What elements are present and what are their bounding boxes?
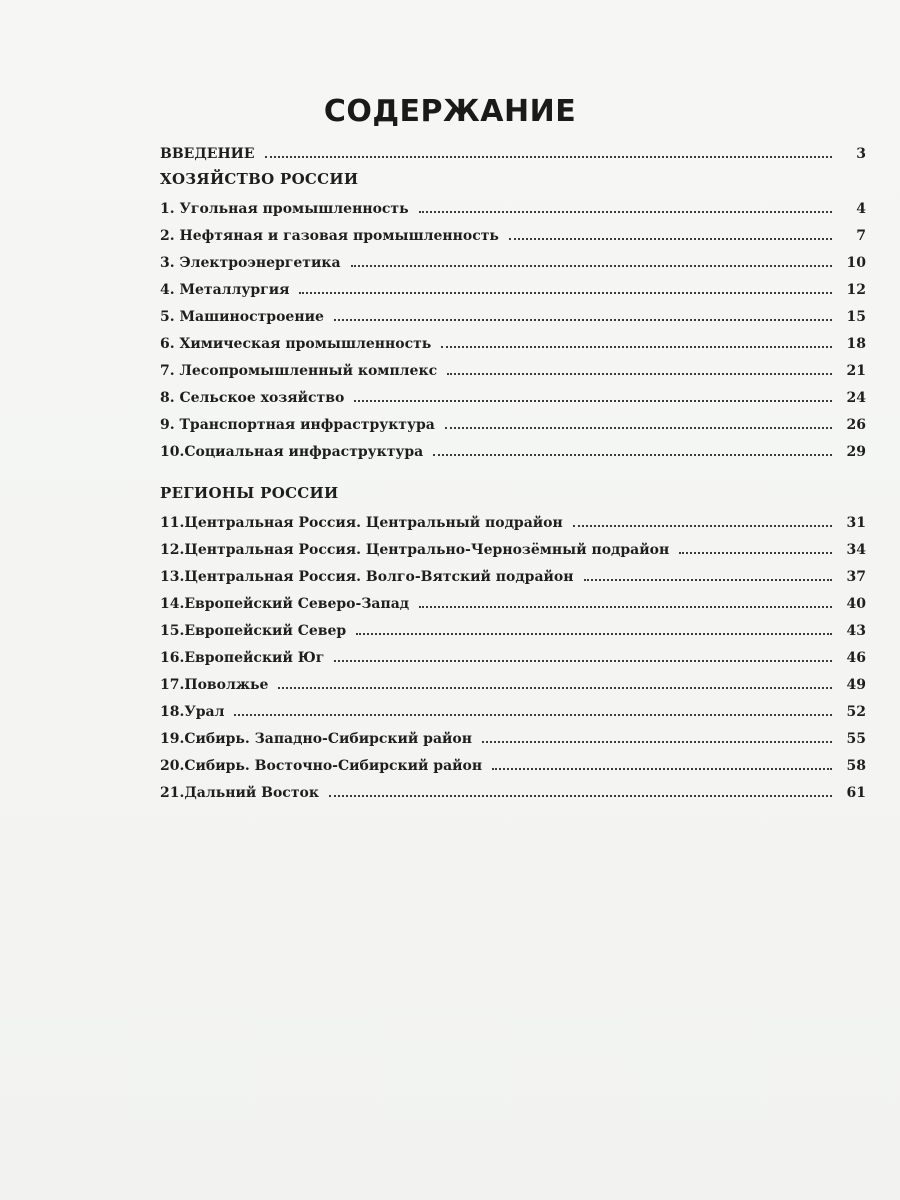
toc-entry-number: 7. (160, 363, 175, 379)
toc-entry-label: Европейский Юг (184, 650, 325, 666)
toc-entry-label: Сибирь. Восточно-Сибирский район (184, 758, 483, 774)
toc-entry-page: 26 (846, 417, 866, 433)
toc-entry-page: 7 (856, 228, 866, 244)
toc-entry-label: Транспортная инфраструктура (179, 417, 435, 433)
section-heading-regions: РЕГИОНЫ РОССИИ (160, 484, 339, 502)
toc-entry-number: 14. (160, 596, 185, 612)
toc-entry-label: Европейский Север (184, 623, 347, 639)
toc-entry-number: 21. (160, 785, 185, 801)
toc-entry-number: 11. (160, 515, 185, 531)
toc-entry[interactable] (160, 384, 866, 406)
toc-entry-label: Машиностроение (179, 309, 324, 325)
leader-dots (351, 265, 832, 267)
leader-dots (329, 795, 832, 797)
toc-entry-page: 61 (846, 785, 866, 801)
leader-dots (334, 660, 832, 662)
leader-dots (492, 768, 832, 770)
toc-entry-page: 34 (846, 542, 866, 558)
toc-entry-label: Нефтяная и газовая промышленность (179, 228, 499, 244)
toc-entry-number: 6. (160, 336, 175, 352)
toc-entry-page: 43 (846, 623, 866, 639)
toc-entry[interactable] (160, 752, 866, 774)
toc-entry-page: 29 (846, 444, 866, 460)
toc-entry-label: Социальная инфраструктура (184, 444, 424, 460)
leader-dots (445, 427, 832, 429)
toc-entry[interactable] (160, 303, 866, 325)
toc-entry-number: 4. (160, 282, 175, 298)
toc-entry-number: 3. (160, 255, 175, 271)
toc-entry-label: Урал (184, 704, 225, 720)
toc-entry[interactable] (160, 411, 866, 433)
toc-entry-page: 21 (846, 363, 866, 379)
toc-entry[interactable] (160, 563, 866, 585)
page-title: СОДЕРЖАНИЕ (323, 94, 577, 129)
toc-entry-page: 31 (846, 515, 866, 531)
leader-dots (679, 552, 832, 554)
toc-entry-page: 24 (846, 390, 866, 406)
toc-entry-label: Химическая промышленность (179, 336, 432, 352)
leader-dots (447, 373, 832, 375)
toc-entry-number: 2. (160, 228, 175, 244)
leader-dots (573, 525, 832, 527)
toc-entry-page: 55 (846, 731, 866, 747)
leader-dots (265, 156, 832, 158)
leader-dots (356, 633, 832, 635)
toc-entry-page: 37 (846, 569, 866, 585)
toc-entry[interactable] (160, 509, 866, 531)
toc-entry[interactable] (160, 438, 866, 460)
toc-entry[interactable] (160, 536, 866, 558)
toc-entry-number: 19. (160, 731, 185, 747)
toc-entry-page: 40 (846, 596, 866, 612)
leader-dots (509, 238, 832, 240)
toc-entry-page: 3 (856, 146, 866, 162)
toc-entry-number: 5. (160, 309, 175, 325)
toc-entry-label: ВВЕДЕНИЕ (160, 146, 255, 162)
toc-entry[interactable] (160, 617, 866, 639)
leader-dots (419, 211, 832, 213)
toc-entry[interactable] (160, 590, 866, 612)
toc-entry[interactable] (160, 330, 866, 352)
toc-entry-page: 15 (846, 309, 866, 325)
toc-entry-label: Угольная промышленность (179, 201, 409, 217)
toc-entry-page: 4 (856, 201, 866, 217)
toc-entry[interactable] (160, 357, 866, 379)
toc-entry[interactable] (160, 779, 866, 801)
leader-dots (433, 454, 832, 456)
leader-dots (354, 400, 832, 402)
toc-entry-number: 1. (160, 201, 175, 217)
toc-entry[interactable] (160, 276, 866, 298)
toc-entry-number: 20. (160, 758, 185, 774)
leader-dots (334, 319, 832, 321)
toc-entry[interactable] (160, 195, 866, 217)
toc-entry-page: 52 (846, 704, 866, 720)
toc-entry-label: Лесопромышленный комплекс (179, 363, 438, 379)
leader-dots (584, 579, 832, 581)
leader-dots (299, 292, 832, 294)
toc-entry-label: Металлургия (179, 282, 290, 298)
leader-dots (441, 346, 832, 348)
toc-entry[interactable] (160, 698, 866, 720)
toc-entry-label: Центральная Россия. Центрально-Чернозёмный подрайон (184, 542, 670, 558)
toc-entry[interactable] (160, 671, 866, 693)
toc-entry-label: Сибирь. Западно-Сибирский район (184, 731, 473, 747)
toc-entry[interactable] (160, 725, 866, 747)
toc-entry-page: 58 (846, 758, 866, 774)
toc-entry-label: Дальний Восток (184, 785, 319, 801)
toc-entry-label: Сельское хозяйство (179, 390, 345, 406)
toc-entry-number: 17. (160, 677, 185, 693)
toc-entry[interactable] (160, 249, 866, 271)
toc-entry-page: 18 (846, 336, 866, 352)
toc-entry[interactable] (160, 222, 866, 244)
toc-entry-number: 16. (160, 650, 185, 666)
toc-entry-label: Поволжье (184, 677, 269, 693)
toc-entry-number: 12. (160, 542, 185, 558)
toc-entry-number: 13. (160, 569, 185, 585)
toc-entry-label: Центральная Россия. Центральный подрайон (184, 515, 563, 531)
toc-entry-page: 10 (846, 255, 866, 271)
toc-entry[interactable] (160, 644, 866, 666)
leader-dots (419, 606, 832, 608)
toc-entry-intro[interactable] (160, 140, 866, 162)
leader-dots (234, 714, 832, 716)
toc-entry-number: 9. (160, 417, 175, 433)
leader-dots (482, 741, 832, 743)
section-heading-economy: ХОЗЯЙСТВО РОССИИ (160, 170, 359, 188)
toc-entry-number: 15. (160, 623, 185, 639)
toc-entry-number: 18. (160, 704, 185, 720)
toc-entry-page: 46 (846, 650, 866, 666)
toc-entry-number: 10. (160, 444, 185, 460)
toc-entry-label: Центральная Россия. Волго-Вятский подрайон (184, 569, 574, 585)
toc-entry-label: Европейский Северо-Запад (184, 596, 410, 612)
toc-entry-label: Электроэнергетика (179, 255, 341, 271)
toc-entry-number: 8. (160, 390, 175, 406)
toc-entry-page: 12 (846, 282, 866, 298)
toc-entry-page: 49 (846, 677, 866, 693)
leader-dots (278, 687, 832, 689)
